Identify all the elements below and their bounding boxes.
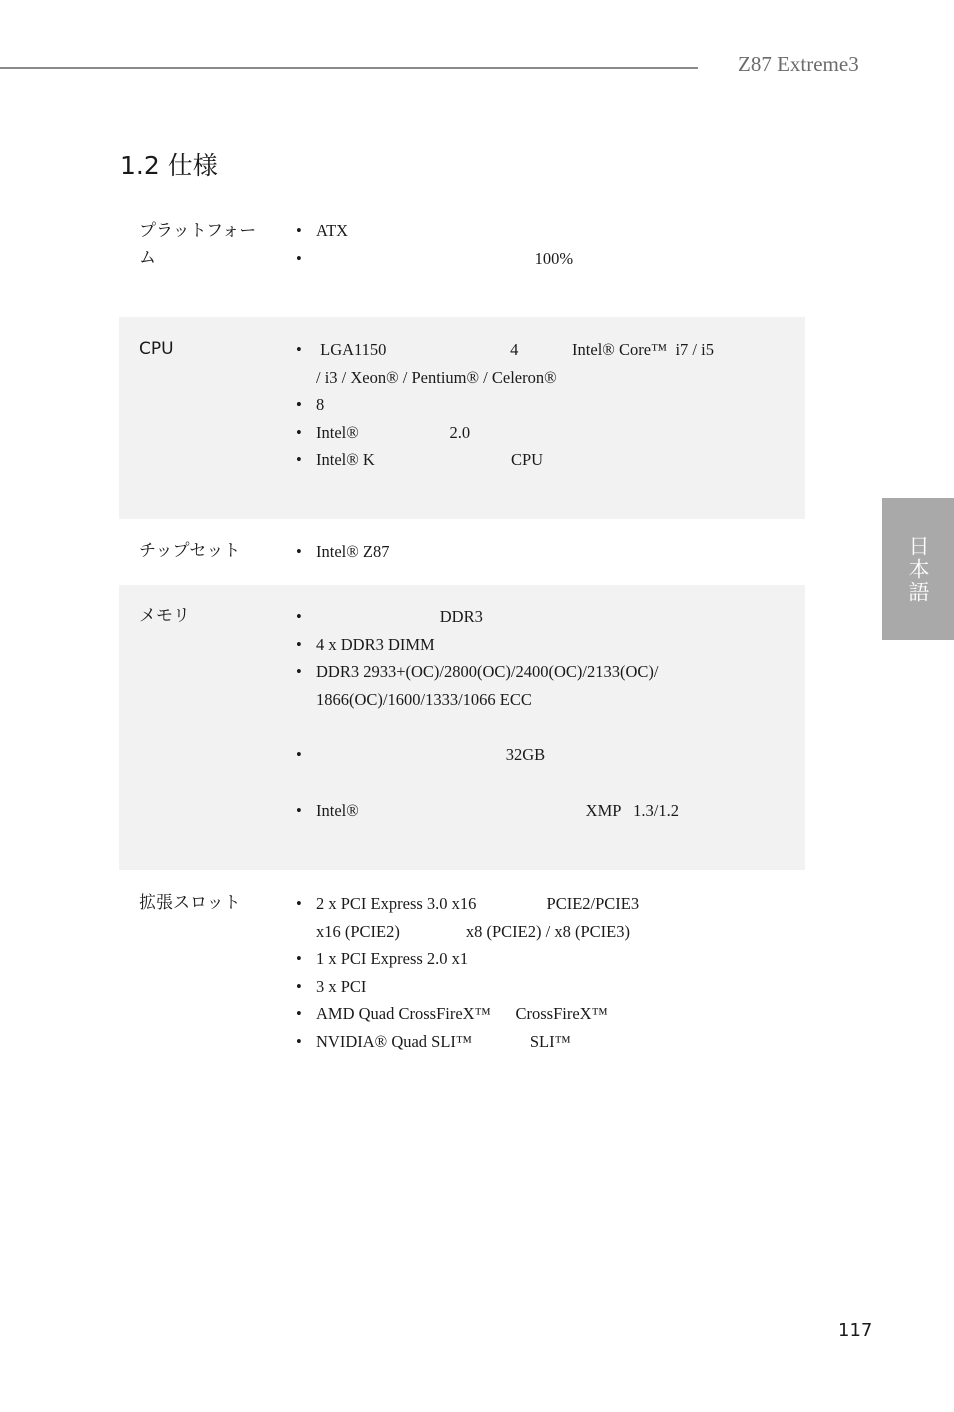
spec-item: • Intel® 2.0 — [294, 419, 794, 447]
spec-item: • Intel® Z87 — [294, 538, 794, 566]
spec-items — [294, 890, 794, 1055]
spec-item: • DDR3 — [294, 603, 794, 631]
language-tab[interactable] — [882, 498, 954, 640]
spec-label: チップセット — [139, 541, 241, 561]
spec-label: プラットフォーム — [139, 221, 257, 268]
spec-item: • 3 x PCI — [294, 973, 794, 1001]
spec-items — [294, 336, 794, 474]
spec-item: • NVIDIA® Quad SLI™ SLI™ — [294, 1028, 794, 1056]
language-tab-label: 日本語 — [906, 534, 930, 604]
spec-items — [294, 538, 794, 566]
spec-item: • 4 x DDR3 DIMM — [294, 631, 794, 659]
spec-row-platform — [119, 214, 805, 314]
spec-label: メモリ — [139, 606, 190, 626]
spec-item: • DDR3 2933+(OC)/2800(OC)/2400(OC)/2133(OC)/ 1866(OC)/1600/1333/1066 ECC — [294, 658, 794, 713]
spec-item: • AMD Quad CrossFireX™ CrossFireX™ — [294, 1000, 794, 1028]
spec-item: • Intel® K CPU — [294, 446, 794, 474]
page-number: 117 — [838, 1320, 873, 1341]
spec-label: CPU — [139, 339, 174, 359]
spec-items — [294, 217, 794, 272]
spec-item: • 2 x PCI Express 3.0 x16 PCIE2/PCIE3 x16 (PCIE2) x8 (PCIE2) / x8 (PCIE3) — [294, 890, 794, 945]
spec-item: • 8 — [294, 391, 794, 419]
model-name: Z87 Extreme3 — [738, 52, 859, 76]
spec-row-cpu — [119, 317, 805, 519]
spec-row-expansion — [119, 888, 805, 1068]
header-rule — [0, 67, 698, 69]
spec-label: 拡張スロット — [139, 893, 241, 913]
spec-item: • LGA1150 4 Intel® Core™ i7 / i5 / i3 / Xeon® / Pentium® / Celeron® — [294, 336, 794, 391]
spec-item: • 32GB — [294, 741, 794, 769]
spec-items — [294, 603, 794, 824]
spec-row-chipset — [119, 519, 805, 585]
spec-row-memory — [119, 585, 805, 870]
spec-item: • Intel® XMP 1.3/1.2 — [294, 797, 794, 825]
spec-item: • 100% — [294, 245, 794, 273]
section-title: 1.2 仕様 — [120, 151, 218, 180]
spec-item: • ATX — [294, 217, 794, 245]
spec-item: • 1 x PCI Express 2.0 x1 — [294, 945, 794, 973]
